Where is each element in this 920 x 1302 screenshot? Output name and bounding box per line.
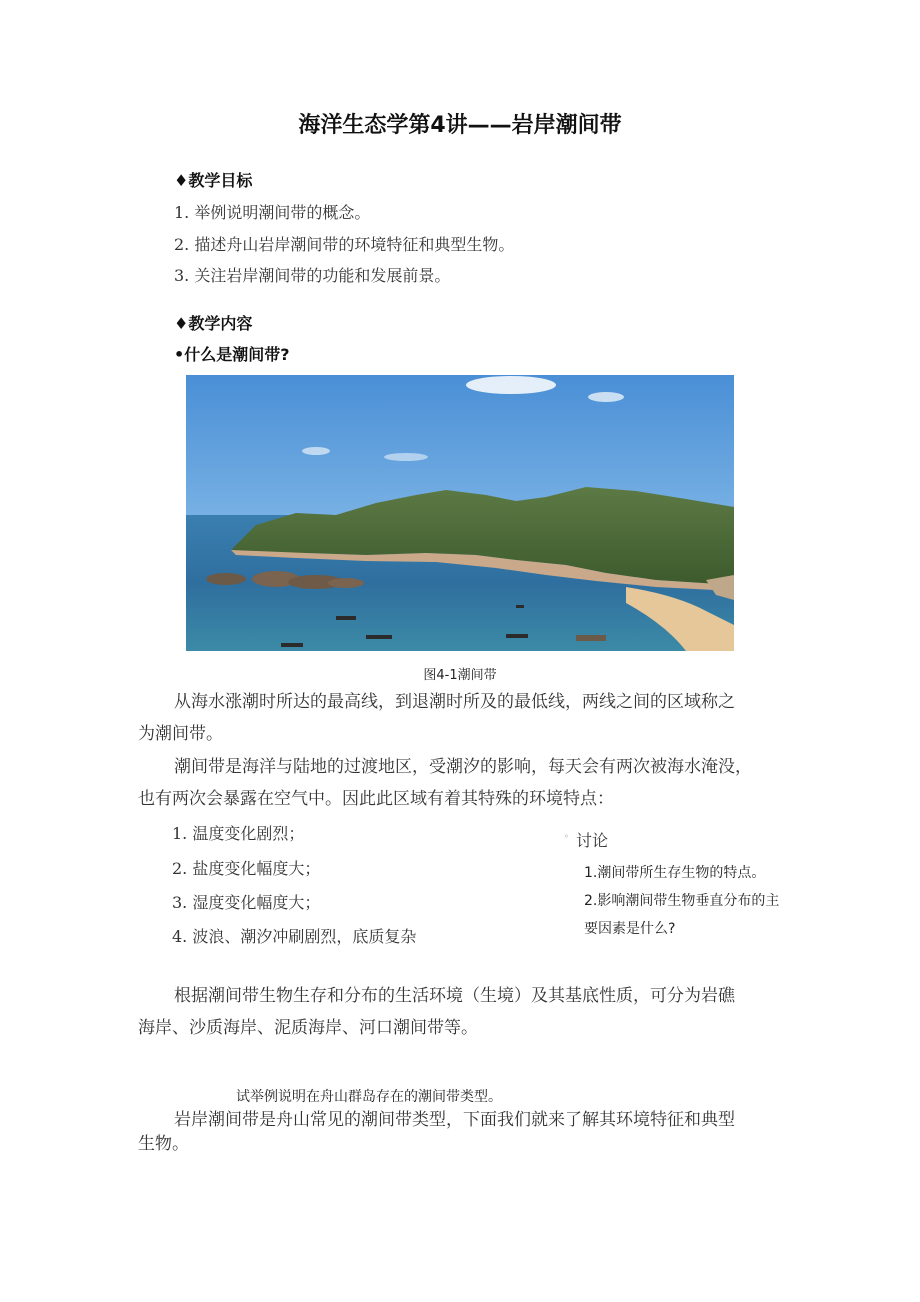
- feature-item-3: 3. 湿度变化幅度大；: [172, 893, 321, 912]
- feature-item-2: 2. 盐度变化幅度大；: [172, 859, 321, 878]
- paragraph-3-line-2: 海岸、沙质海岸、泥质海岸、河口潮间带等。: [138, 1018, 478, 1038]
- objective-item-3: 3. 关注岩岸潮间带的功能和发展前景。: [174, 266, 451, 285]
- section-question: •什么是潮间带?: [174, 345, 290, 364]
- paragraph-4-line-1: 岩岸潮间带是舟山常见的潮间带类型，下面我们就来了解其环境特征和典型: [174, 1110, 735, 1130]
- discussion-item-1: 1.潮间带所生存生物的特点。: [584, 865, 766, 881]
- figure-caption: 图4-1潮间带: [423, 668, 497, 683]
- paragraph-1-line-1: 从海水涨潮时所达的最高线，到退潮时所及的最低线，两线之间的区域称之: [174, 692, 735, 712]
- feature-item-1: 1. 温度变化剧烈；: [172, 824, 305, 843]
- content-heading: ♦教学内容: [174, 314, 253, 333]
- exercise-prompt: 试举例说明在舟山群岛存在的潮间带类型。: [236, 1089, 502, 1105]
- objective-item-2: 2. 描述舟山岩岸潮间带的环境特征和典型生物。: [174, 235, 515, 254]
- objectives-heading: ♦教学目标: [174, 171, 253, 190]
- paragraph-3-line-1: 根据潮间带生物生存和分布的生活环境（生境）及其基底性质，可分为岩礁: [174, 986, 735, 1006]
- discussion-item-2-line-2: 要因素是什么?: [584, 921, 676, 937]
- paragraph-4-line-2: 生物。: [138, 1134, 189, 1154]
- paragraph-2-line-1: 潮间带是海洋与陆地的过渡地区，受潮汐的影响，每天会有两次被海水淹没，: [174, 757, 752, 777]
- paragraph-1-line-2: 为潮间带。: [138, 724, 223, 744]
- objective-item-1: 1. 举例说明潮间带的概念。: [174, 203, 371, 222]
- paragraph-2-line-2: 也有两次会暴露在空气中。因此此区域有着其特殊的环境特点：: [138, 789, 614, 809]
- discussion-item-2-line-1: 2.影响潮间带生物垂直分布的主: [584, 893, 780, 909]
- discussion-mark: ◦: [564, 832, 569, 841]
- page-title: 海洋生态学第4讲——岩岸潮间带: [298, 113, 622, 138]
- feature-item-4: 4. 波浪、潮汐冲刷剧烈，底质复杂: [172, 927, 417, 946]
- discussion-heading: 讨论: [576, 831, 609, 850]
- intertidal-photo: [186, 375, 734, 651]
